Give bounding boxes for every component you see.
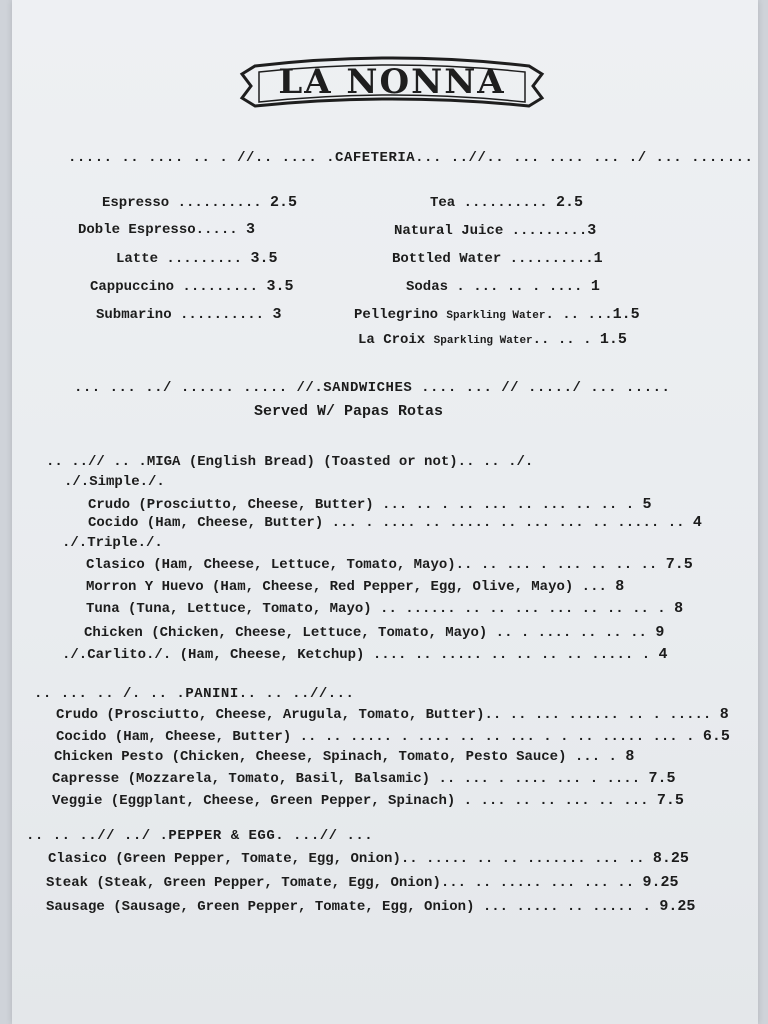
sandwiches-subheading: Served W/ Papas Rotas (254, 403, 444, 420)
item-price: 9.25 (659, 898, 696, 915)
item-price: 3 (272, 306, 282, 323)
menu-item (52, 770, 676, 787)
sandwiches-heading: ... ... ../ ...... ..... //.SANDWICHES .... ... // ...../ ... ..... (74, 380, 671, 396)
item-text: Tuna (Tuna, Lettuce, Tomato, Mayo) .. ...... .. .. ... ... .. .. .. . (86, 601, 666, 617)
item-text: Steak (Steak, Green Pepper, Tomate, Egg, Onion)... .. ..... ... ... .. (46, 875, 635, 891)
menu-item (86, 578, 624, 595)
item-text: ./.Carlito./. (Ham, Cheese, Ketchup) .... .. ..... .. .. .. .. ..... . (62, 647, 651, 663)
leader-dots: .......... (509, 251, 594, 267)
item-price: 2.5 (270, 194, 298, 211)
leader-dots: .......... (463, 195, 548, 211)
item-price: 8 (674, 600, 684, 617)
item-text: Morron Y Huevo (Ham, Cheese, Red Pepper, Egg, Olive, Mayo) ... (86, 579, 607, 595)
leader-dots: ......... (166, 251, 243, 267)
menu-item (48, 850, 689, 867)
item-name: Doble Espresso (78, 222, 196, 238)
item-price: 8 (719, 706, 729, 723)
menu-item (102, 194, 297, 211)
miga-heading: .. ..// .. .MIGA (English Bread) (Toasted or not).. .. ./. (46, 454, 534, 470)
menu-page (12, 0, 758, 1024)
menu-item (54, 748, 634, 765)
leader-dots: . .. ... (545, 307, 613, 323)
panini-heading: .. ... .. /. .. .PANINI.. .. ..//... (34, 686, 355, 702)
item-price: 1 (593, 250, 603, 267)
item-text: Chicken (Chicken, Cheese, Lettuce, Tomato, Mayo) .. . .... .. .. .. (84, 625, 647, 641)
leader-dots: .......... (177, 195, 262, 211)
item-name: Bottled Water (392, 251, 502, 267)
item-price: 9.25 (642, 874, 679, 891)
menu-item (430, 194, 583, 211)
item-price: 1.5 (599, 331, 627, 348)
menu-item (90, 278, 293, 295)
item-text: Chicken Pesto (Chicken, Cheese, Spinach, Tomato, Pesto Sauce) ... . (54, 749, 617, 765)
leader-dots: ......... (182, 279, 259, 295)
leader-dots: ..... (195, 222, 238, 238)
menu-item (46, 898, 695, 915)
item-price: 2.5 (556, 194, 584, 211)
item-name: Cappuccino (90, 279, 175, 295)
menu-item (88, 514, 702, 531)
menu-item (88, 496, 652, 513)
menu-item (358, 331, 627, 348)
menu-item (116, 250, 277, 267)
menu-item (86, 600, 683, 617)
item-text: Sausage (Sausage, Green Pepper, Tomate, Egg, Onion) ... ..... .. ..... . (46, 899, 651, 915)
menu-item (96, 306, 281, 323)
item-price: 9 (655, 624, 665, 641)
menu-item (392, 250, 603, 267)
item-price: 4 (658, 646, 668, 663)
menu-item (86, 556, 693, 573)
leader-dots: .......... (180, 307, 265, 323)
pepper-egg-heading: .. .. ..// ../ .PEPPER & EGG. ...// ... (26, 828, 374, 844)
item-price: 8 (615, 578, 625, 595)
menu-item (52, 792, 684, 809)
menu-item (46, 874, 679, 891)
item-text: Cocido (Ham, Cheese, Butter) .. .. ..... . .... .. .. ... . . .. ..... ... . (56, 729, 695, 745)
item-price: 3.5 (266, 278, 294, 295)
item-text: Crudo (Prosciutto, Cheese, Butter) ... .. . .. ... .. ... .. .. . (88, 497, 635, 513)
item-price: 6.5 (702, 728, 730, 745)
item-name: Espresso (102, 195, 170, 211)
item-name: La Croix (358, 332, 426, 348)
item-price: 5 (642, 496, 652, 513)
item-price: 8.25 (652, 850, 689, 867)
item-name: Natural Juice (394, 223, 504, 239)
item-price: 7.5 (648, 770, 676, 787)
menu-item (62, 646, 668, 663)
item-name: Tea (430, 195, 456, 211)
item-text: Cocido (Ham, Cheese, Butter) ... . .... .. ..... .. ... ... .. ..... .. (88, 515, 685, 531)
leader-dots: ......... (511, 223, 588, 239)
item-text: Clasico (Ham, Cheese, Lettuce, Tomato, Mayo).. .. ... . ... .. .. .. (86, 557, 658, 573)
item-note: Sparkling Water (433, 335, 533, 347)
triple-label: ./.Triple./. (62, 535, 163, 551)
item-name: Submarino (96, 307, 172, 323)
simple-label: ./.Simple./. (64, 474, 165, 490)
menu-item (406, 278, 600, 295)
item-price: 7.5 (665, 556, 693, 573)
item-note: Sparkling Water (446, 310, 546, 322)
menu-item (394, 222, 596, 239)
item-name: Pellegrino (354, 307, 439, 323)
menu-item (78, 221, 255, 238)
logo-banner (237, 52, 547, 122)
item-price: 3 (246, 221, 256, 238)
restaurant-name: LA NONNA (278, 62, 506, 102)
item-price: 1.5 (612, 306, 640, 323)
item-price: 4 (692, 514, 702, 531)
item-price: 1 (590, 278, 600, 295)
item-price: 3 (587, 222, 597, 239)
item-price: 8 (625, 748, 635, 765)
leader-dots: .. .. . (532, 332, 592, 348)
menu-item (84, 624, 664, 641)
item-price: 3.5 (250, 250, 278, 267)
leader-dots: . ... .. . .... (456, 279, 583, 295)
item-text: Crudo (Prosciutto, Cheese, Arugula, Tomato, Butter).. .. ... ...... .. . ..... (56, 707, 712, 723)
item-price: 7.5 (656, 792, 684, 809)
cafeteria-heading: ..... .. .... .. . //.. .... .CAFETERIA... ..//.. ... .... ... ./ ... ....... (68, 150, 754, 166)
menu-item (354, 306, 640, 323)
item-name: Latte (116, 251, 159, 267)
menu-item (56, 728, 730, 745)
item-text: Veggie (Eggplant, Cheese, Green Pepper, Spinach) . ... .. .. ... .. ... (52, 793, 649, 809)
item-text: Capresse (Mozzarela, Tomato, Basil, Balsamic) .. ... . .... ... . .... (52, 771, 641, 787)
item-name: Sodas (406, 279, 449, 295)
menu-item (56, 706, 729, 723)
item-text: Clasico (Green Pepper, Tomate, Egg, Onion).. ..... .. .. ....... ... .. (48, 851, 645, 867)
